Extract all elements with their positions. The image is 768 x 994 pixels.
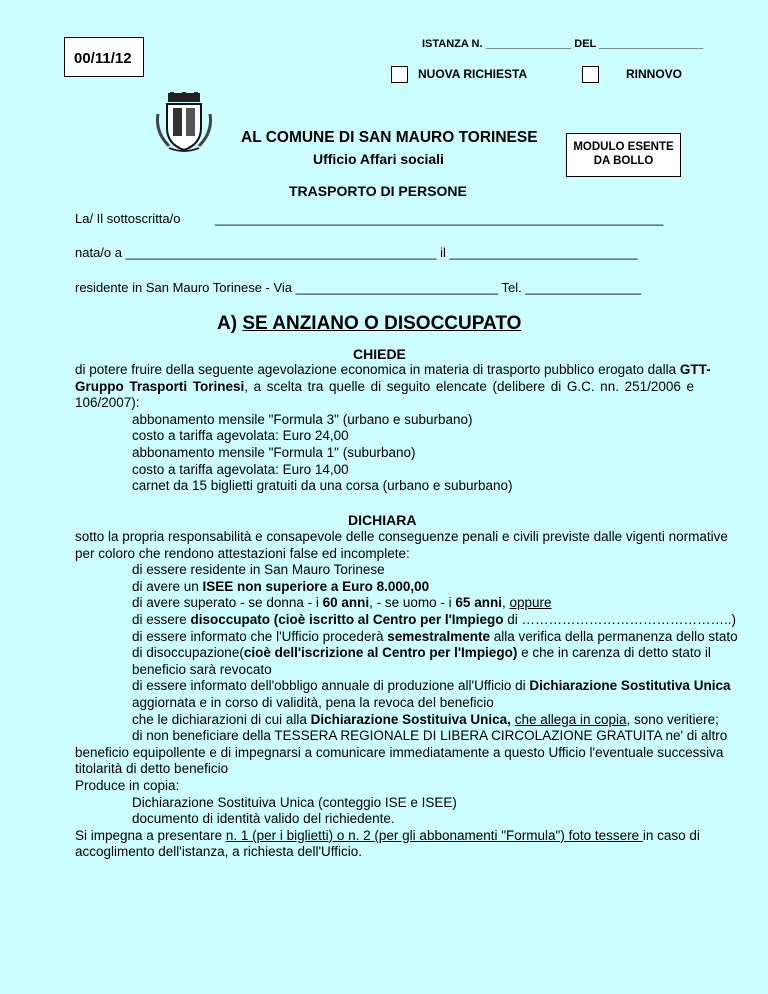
decl-verification-2: di disoccupazione(cioè dell'iscrizione al Centro per l'Impiego) e che in carenza di detto stato il — [132, 645, 711, 661]
produce-item-id[interactable]: documento di identità valido del richiedente. — [132, 811, 395, 827]
decl-no-regional-card[interactable]: di non beneficiare della TESSERA REGIONALE DI LIBERA CIRCOLAZIONE GRATUITA ne' di altro — [132, 728, 728, 744]
decl-age[interactable]: di avere superato - se donna - i 60 anni, - se uomo - i 65 anni, oppure — [132, 595, 552, 611]
dichiara-heading: DICHIARA — [348, 512, 417, 528]
produce-label: Produce in copia: — [75, 777, 180, 793]
decl-verification-3: beneficio sarà revocato — [132, 661, 272, 677]
chiede-block — [75, 362, 711, 495]
signer-label: La/ Il sottoscritta/o — [75, 211, 181, 226]
decl-no-regional-card-3: titolarità di detto beneficio — [75, 761, 229, 777]
date-box: 00/11/12 — [64, 37, 144, 77]
istanza-number-field[interactable]: ISTANZA N. ______________ DEL _________________ — [422, 38, 704, 50]
option-carnet[interactable]: carnet da 15 biglietti gratuiti da una corsa (urbano e suburbano) — [132, 478, 513, 494]
signer-name-field[interactable]: ______________________________________________________________ — [215, 211, 664, 226]
option-formula3-cost: costo a tariffa agevolata: Euro 24,00 — [132, 428, 349, 444]
chiede-line-3: 106/2007): — [75, 395, 140, 411]
dichiara-intro-2: per coloro che rendono attestazioni false ed incomplete: — [75, 545, 410, 561]
stamp-exempt-line1: MODULO ESENTE — [573, 141, 674, 153]
option-formula3[interactable]: abbonamento mensile "Formula 3" (urbano e suburbano) — [132, 411, 473, 427]
rinnovo-checkbox[interactable] — [582, 66, 599, 83]
decl-dsu-obligation[interactable]: di essere informato dell'obbligo annuale di produzione all'Ufficio di Dichiarazione Sostitutiva Unica — [132, 678, 731, 694]
office-name: Ufficio Affari sociali — [313, 151, 444, 167]
dichiara-intro-1: sotto la propria responsabilità e consapevole delle conseguenze penali e civili previste dalle vigenti normative — [75, 529, 728, 544]
option-formula1[interactable]: abbonamento mensile "Formula 1" (suburbano) — [132, 444, 416, 460]
dichiara-block — [75, 529, 738, 861]
produce-item-dsu[interactable]: Dichiarazione Sostituiva Unica (conteggio ISE e ISEE) — [132, 794, 457, 810]
decl-dsu-obligation-2: aggiornata e in corso di validità, pena la revoca del beneficio — [132, 694, 494, 710]
chiede-line-2: Gruppo Trasporti Torinesi, a scelta tra quelle di seguito elencate (delibere di G.C. nn. 251/2006 e — [75, 378, 694, 394]
form-title: TRASPORTO DI PERSONE — [289, 183, 467, 199]
decl-residence[interactable]: di essere residente in San Mauro Torinese — [132, 562, 385, 578]
residence-field[interactable]: residente in San Mauro Torinese - Via ____________________________ Tel. ________________ — [75, 280, 641, 295]
recipient-title: AL COMUNE DI SAN MAURO TORINESE — [241, 129, 538, 146]
municipal-crest-icon — [155, 92, 213, 154]
impegno-line-1: Si impegna a presentare n. 1 (per i biglietti) o n. 2 (per gli abbonamenti "Formula") foto tessere in caso di — [75, 827, 700, 843]
rinnovo-label: RINNOVO — [626, 67, 683, 81]
birth-field[interactable]: nata/o a ___________________________________________ il __________________________ — [75, 245, 638, 260]
chiede-line-1: di potere fruire della seguente agevolazione economica in materia di trasporto pubblico erogato dalla GTT- — [75, 362, 711, 377]
impegno-line-2: accoglimento dell'istanza, a richiesta dell'Ufficio. — [75, 844, 363, 860]
decl-truthful[interactable]: che le dichiarazioni di cui alla Dichiarazione Sostituiva Unica, che allega in copia, sono veritiere; — [132, 711, 719, 727]
section-a-title: A) SE ANZIANO O DISOCCUPATO — [217, 313, 522, 334]
decl-unemployed[interactable]: di essere disoccupato (cioè iscritto al Centro per l'Impiego di ………………………………………..) — [132, 611, 737, 627]
option-formula1-cost: costo a tariffa agevolata: Euro 14,00 — [132, 461, 349, 477]
stamp-exempt-box — [566, 133, 681, 177]
nuova-richiesta-checkbox[interactable] — [391, 66, 408, 83]
decl-no-regional-card-2: beneficio equipollente e di impegnarsi a comunicare immediatamente a questo Ufficio l'eventuale successiva — [75, 744, 724, 760]
chiede-heading: CHIEDE — [353, 346, 406, 362]
decl-verification[interactable]: di essere informato che l'Ufficio procederà semestralmente alla verifica della permanenza dello stato — [132, 628, 738, 644]
nuova-richiesta-label: NUOVA RICHIESTA — [418, 67, 528, 81]
decl-isee[interactable]: di avere un ISEE non superiore a Euro 8.000,00 — [132, 578, 430, 594]
stamp-exempt-line2: DA BOLLO — [593, 155, 654, 167]
